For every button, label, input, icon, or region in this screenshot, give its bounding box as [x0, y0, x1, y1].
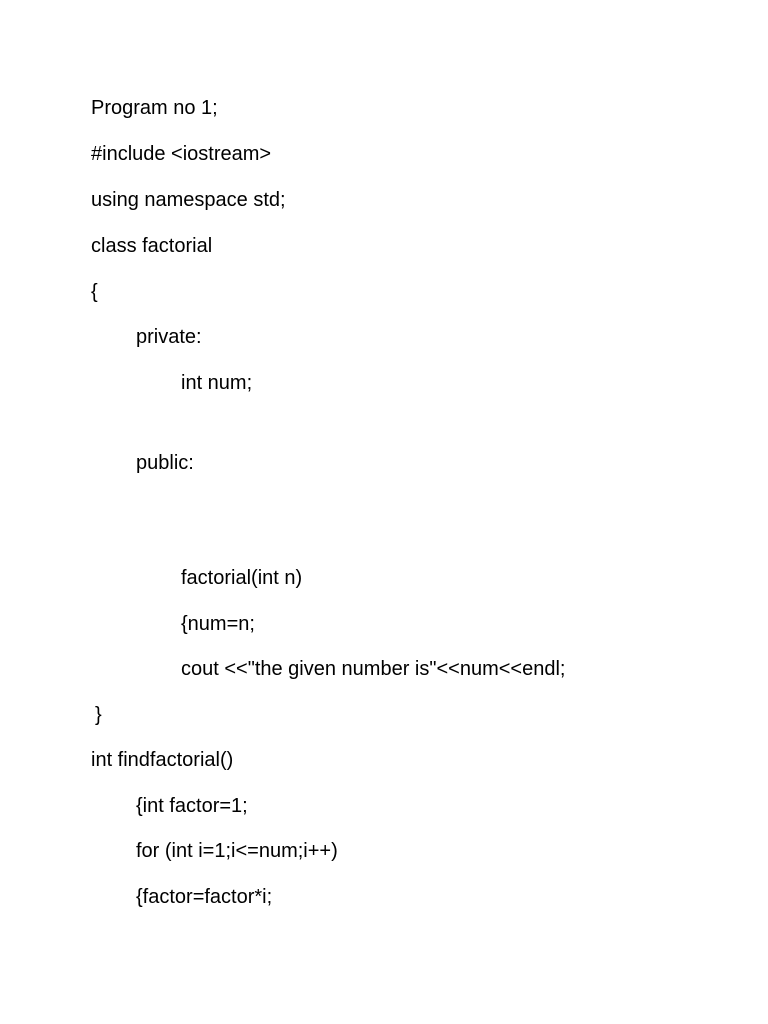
code-line: private: — [136, 326, 202, 348]
code-line: using namespace std; — [91, 189, 286, 211]
code-line: class factorial — [91, 235, 213, 257]
code-line: for (int i=1;i<=num;i++) — [136, 840, 338, 862]
code-line: { — [91, 281, 98, 303]
code-line: cout <<"the given number is"<<num<<endl; — [181, 658, 566, 680]
code-line: int findfactorial() — [91, 749, 234, 771]
code-line: public: — [136, 452, 194, 474]
code-line: {num=n; — [181, 613, 255, 635]
code-line: } — [95, 704, 102, 726]
code-line: {factor=factor*i; — [136, 886, 273, 908]
code-line: factorial(int n) — [181, 567, 303, 589]
code-line: {int factor=1; — [136, 795, 248, 817]
code-line: Program no 1; — [91, 97, 218, 119]
code-line: int num; — [181, 372, 253, 394]
code-line: #include <iostream> — [91, 143, 272, 165]
